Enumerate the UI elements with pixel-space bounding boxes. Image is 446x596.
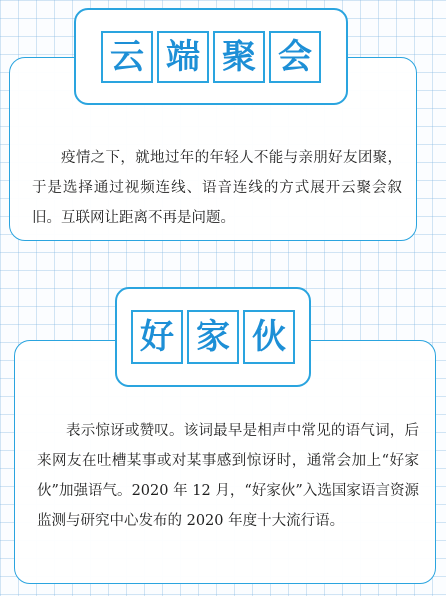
title-char-tile: 会: [269, 31, 321, 83]
title-char-tile: 家: [187, 310, 239, 364]
term-description: 疫情之下，就地过年的年轻人不能与亲朋好友团聚，于是选择通过视频连线、语音连线的方式展开云聚会叙旧。互联网让距离不再是问题。: [32, 149, 402, 226]
title-char-tile: 云: [101, 31, 153, 83]
title-char-tile: 好: [131, 310, 183, 364]
term-title: [131, 310, 295, 364]
term-description: 表示惊讶或赞叹。该词最早是相声中常见的语气词，后来网友在吐槽某事或对某事感到惊讶时，通常会加上“好家伙”加强语气。2020 年 12 月，“好家伙”入选国家语言资源监测与研究中心发布的 2020 年度十大流行语。: [37, 422, 419, 529]
title-char-tile: 聚: [213, 31, 265, 83]
term-title: [101, 31, 321, 83]
title-char-tile: 端: [157, 31, 209, 83]
term-title-banner: [74, 8, 348, 105]
term-title-banner: [115, 287, 311, 387]
title-char-tile: 伙: [243, 310, 295, 364]
